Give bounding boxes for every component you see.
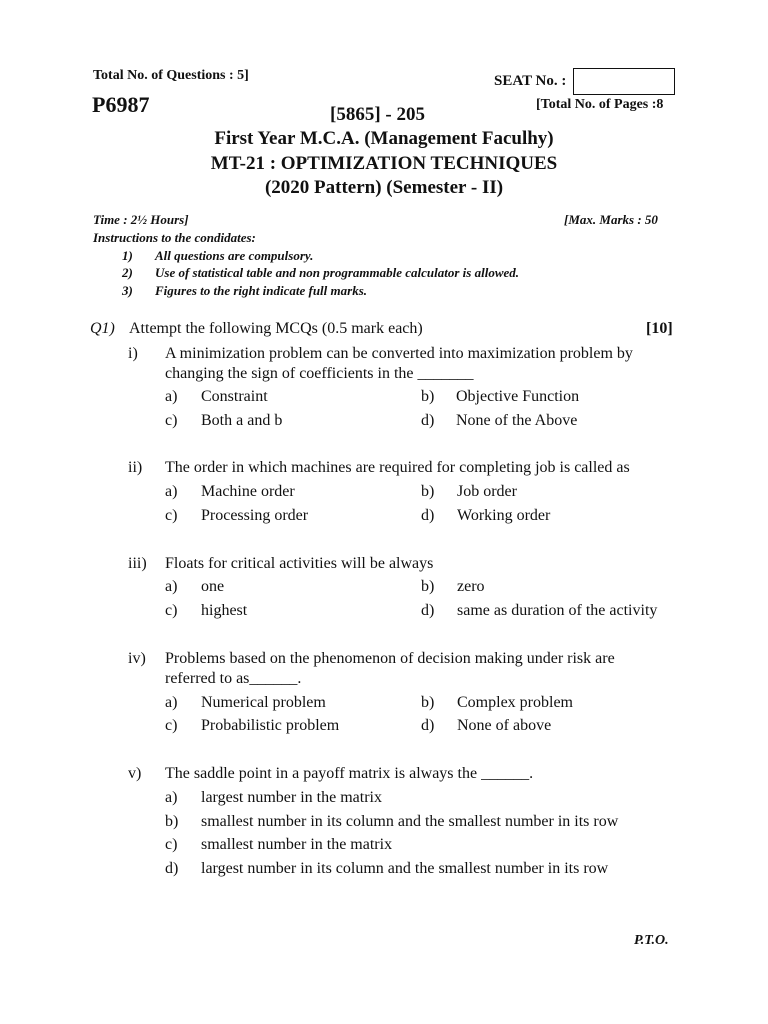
option-letter: a) [165,483,178,500]
option-letter: d) [421,717,435,734]
option-text: smallest number in the matrix [201,836,393,853]
question-label: Q1) [90,320,115,337]
option-text: Complex problem [457,694,573,711]
option-letter: c) [165,836,178,853]
instruction-number: 3) [122,283,133,298]
paper-code: P6987 [92,92,150,117]
option-letter: c) [165,602,178,619]
option-letter: a) [165,694,178,711]
max-marks: [Max. Marks : 50 [564,212,658,227]
option-text: same as duration of the activity [457,602,658,619]
item-number: i) [128,345,138,362]
option-letter: a) [165,578,178,595]
option-text: Constraint [201,388,268,405]
instruction-text: All questions are compulsory. [155,248,314,263]
option-text: smallest number in its column and the smallest number in its row [201,813,619,830]
option-text: Working order [457,507,551,524]
title-line-1: First Year M.C.A. (Management Faculhy) [214,128,554,149]
item-number: v) [128,765,142,782]
item-number: iv) [128,650,146,667]
instruction-number: 2) [122,265,133,280]
option-letter: d) [165,860,179,877]
item-question-line: changing the sign of coefficients in the _______ [165,365,474,382]
exam-time: Time : 2½ Hours] [93,212,189,227]
instruction-number: 1) [122,248,133,263]
item-question-line: The saddle point in a payoff matrix is always the ______. [165,765,534,782]
option-letter: d) [421,412,435,429]
item-number: ii) [128,459,143,476]
option-text: Processing order [201,507,309,524]
item-question-line: Floats for critical activities will be always [165,555,434,572]
option-text: Objective Function [456,388,580,405]
option-text: Both a and b [201,412,283,429]
option-text: Probabilistic problem [201,717,340,734]
option-text: largest number in its column and the smallest number in its row [201,860,609,877]
option-letter: b) [421,694,435,711]
total-pages: [Total No. of Pages :8 [536,97,664,112]
option-letter: c) [165,412,178,429]
item-number: iii) [128,555,147,572]
option-letter: a) [165,388,178,405]
option-text: zero [457,578,485,595]
title-line-2: MT-21 : OPTIMIZATION TECHNIQUES [210,153,558,174]
option-text: Machine order [201,483,295,500]
option-letter: d) [421,507,435,524]
seat-number-box[interactable] [573,68,675,95]
instructions-title: Instructions to the condidates: [93,230,256,245]
option-text: None of above [457,717,552,734]
option-letter: b) [421,483,435,500]
instruction-text: Figures to the right indicate full marks. [155,283,368,298]
exam-code: [5865] - 205 [330,104,425,125]
question-text: Attempt the following MCQs (0.5 mark each) [129,320,423,337]
option-letter: d) [421,602,435,619]
item-question-line: A minimization problem can be converted into maximization problem by [165,345,633,362]
option-letter: b) [421,578,435,595]
question-marks: [10] [646,320,673,337]
total-questions: Total No. of Questions : 5] [93,68,249,83]
item-question-line: The order in which machines are required for completing job is called as [165,459,630,476]
option-letter: b) [165,813,179,830]
instruction-text: Use of statistical table and non programmable calculator is allowed. [155,265,520,280]
option-text: Numerical problem [201,694,326,711]
item-question-line: Problems based on the phenomenon of decision making under risk are [165,650,615,667]
title-line-3: (2020 Pattern) (Semester - II) [264,177,504,198]
seat-number-label: SEAT No. : [494,73,567,89]
page-turn-over: P.T.O. [634,933,669,948]
option-letter: b) [421,388,435,405]
option-text: highest [201,602,248,619]
item-question-line: referred to as______. [165,670,302,687]
option-text: largest number in the matrix [201,789,382,806]
option-letter: c) [165,717,178,734]
option-text: one [201,578,225,595]
option-text: None of the Above [456,412,578,429]
option-text: Job order [457,483,517,500]
option-letter: c) [165,507,178,524]
option-letter: a) [165,789,178,806]
